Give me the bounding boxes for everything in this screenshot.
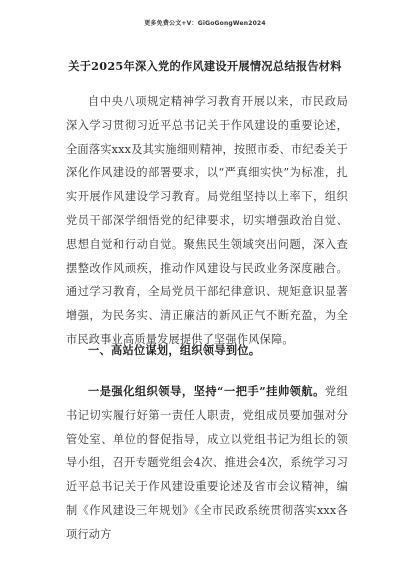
intro-paragraph: 自中央八项规定精神学习教育开展以来，市民政局深入学习贯彻习近平总书记关于作风建设的重要论述，全面落实xxx及其实施细则精神，按照市委、市纪委关于深化作风建设的部署要求，以“严真细实快”为标准，扎实开展作风建设学习教育。局党组坚持以上率下，组织党员干部深学细悟党的纪律要求，切实增强政治自觉、思想自觉和行动自觉。聚焦民生领域突出问题，深入查摆整改作风顽疾，推动作风建设与民政业务深度融合。通过学习教育，全局党员干部纪律意识、规矩意识显著增强，为民务实、清正廉洁的新风正气不断充盈，为全市民政事业高质量发展提供了坚强作风保障。 (66, 95, 348, 346)
paragraph-body: 党组书记切实履行好第一责任人职责，党组成员要加强对分管处室、单位的督促指导，成立以党组书记为组长的领导小组，召开专题党组会4次、推进会4次，系统学习习近平总书记关于作风建设重要论述及省市会议精神，编制《作风建设三年规划》《全市民政系统贯彻落实xxx各项行动方 (66, 385, 348, 541)
paragraph-lead: 一是强化组织领导，坚持“一把手”挂帅领航。 (88, 384, 325, 398)
document-title: 关于2025年深入党的作风建设开展情况总结报告材料 (68, 59, 342, 73)
section-heading: 一、高站位谋划，组织领导到位。 (88, 344, 261, 357)
header-note: 更多免费公文+V：GiGoGongWen2024 (144, 20, 266, 27)
section-paragraph (66, 380, 348, 547)
